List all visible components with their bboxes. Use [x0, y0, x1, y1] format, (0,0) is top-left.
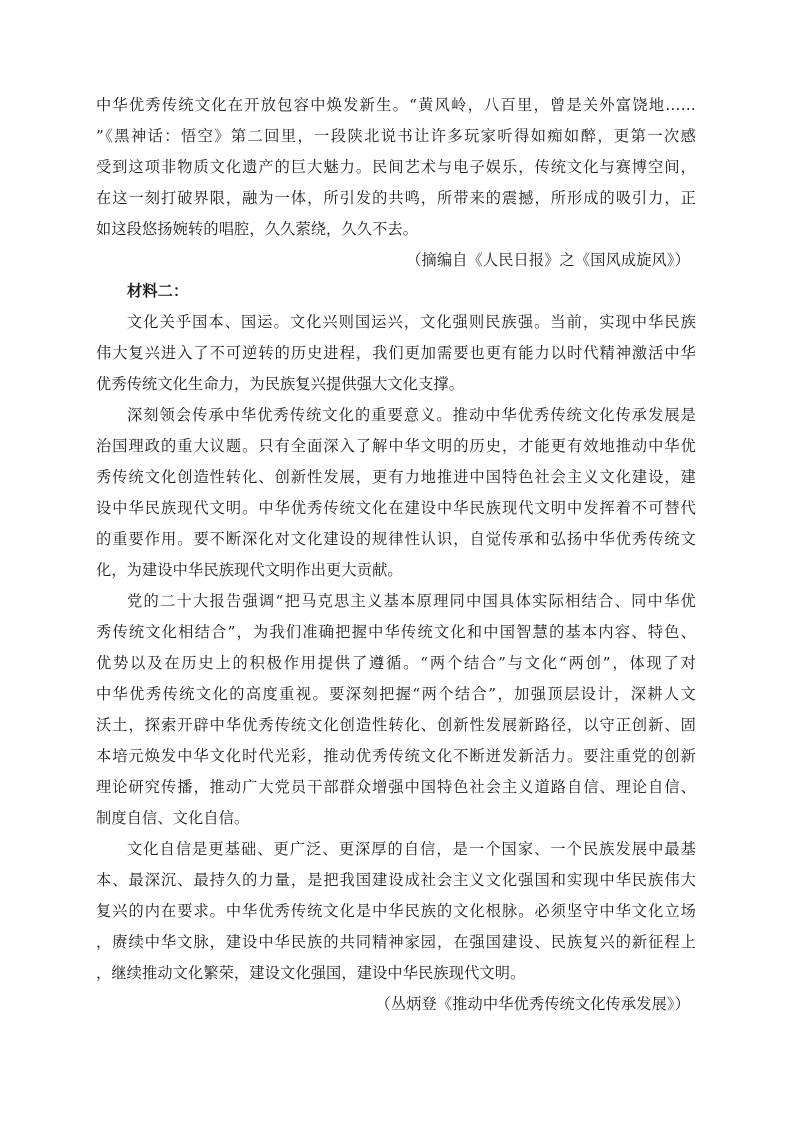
text-line: 伟大复兴进入了不可逆转的历史进程，我们更加需要也更有能力以时代精神激活中华 — [96, 344, 696, 362]
text-line: 文化关乎国本、国运。文化兴则国运兴，文化强则民族强。当前，实现中华民族 — [127, 313, 696, 331]
text-line: 文化自信是更基础、更广泛、更深厚的自信，是一个国家、一个民族发展中最基 — [127, 840, 696, 858]
text-line: 沃土，探索开辟中华优秀传统文化创造性转化、创新性发展新路径，以守正创新、固 — [96, 716, 696, 734]
text-line: 设中华民族现代文明。中华优秀传统文化在建设中华民族现代文明中发挥着不可替代 — [96, 499, 696, 517]
passage-1 — [96, 90, 696, 276]
text-line: 治国理政的重大议题。只有全面深入了解中华文明的历史，才能更有效地推动中华优 — [96, 437, 696, 455]
text-line: 在这一刻打破界限，融为一体，所引发的共鸣，所带来的震撼，所形成的吸引力，正 — [96, 189, 696, 207]
text-line: 党的二十大报告强调“把马克思主义基本原理同中国具体实际相结合、同中华优 — [127, 592, 696, 610]
source-citation: （丛炳登《推动中华优秀传统文化传承发展》） — [375, 995, 690, 1013]
document-page — [96, 90, 696, 1020]
paragraph-3 — [96, 586, 696, 834]
text-line: 制度自信、文化自信。 — [96, 809, 250, 827]
paragraph-1 — [96, 307, 696, 400]
section-heading: 材料二： — [127, 282, 189, 300]
text-line: 本培元焕发中华文化时代光彩，推动优秀传统文化不断迸发新活力。要注重党的创新 — [96, 747, 696, 765]
paragraph-2 — [96, 400, 696, 586]
text-line: 理论研究传播，推动广大党员干部群众增强中国特色社会主义道路自信、理论自信、 — [96, 778, 696, 796]
paragraph-4 — [96, 834, 696, 989]
text-line: 优秀传统文化生命力，为民族复兴提供强大文化支撑。 — [96, 375, 465, 393]
text-line: 秀传统文化创造性转化、创新性发展，更有力地推进中国特色社会主义文化建设，建 — [96, 468, 696, 486]
text-line: 深刻领会传承中华优秀传统文化的重要意义。推动中华优秀传统文化传承发展是 — [127, 406, 696, 424]
text-line: 化，为建设中华民族现代文明作出更大贡献。 — [96, 561, 403, 579]
text-line: 本、最深沉、最持久的力量，是把我国建设成社会主义文化强国和实现中华民族伟大 — [96, 871, 696, 889]
text-line: ，继续推动文化繁荣，建设文化强国，建设中华民族现代文明。 — [96, 964, 526, 982]
text-line: 受到这项非物质文化遗产的巨大魅力。民间艺术与电子娱乐，传统文化与赛博空间， — [96, 158, 696, 176]
text-line: 中华优秀传统文化在开放包容中焕发新生。“黄风岭，八百里，曾是关外富饶地…… — [96, 96, 696, 114]
text-line: 秀传统文化相结合”，为我们准确把握中华传统文化和中国智慧的基本内容、特色、 — [96, 623, 696, 641]
source-citation: （摘编自《人民日报》之《国风成旋风》） — [406, 251, 690, 269]
text-line: ”《黑神话：悟空》第二回里，一段陕北说书让许多玩家听得如痴如醉，更第一次感 — [96, 127, 696, 145]
text-line: 如这段悠扬婉转的唱腔，久久萦绕，久久不去。 — [96, 220, 419, 238]
text-line: 优势以及在历史上的积极作用提供了遵循。“两个结合”与文化“两创”，体现了对 — [96, 654, 696, 672]
text-line: ，赓续中华文脉，建设中华民族的共同精神家园，在强国建设、民族复兴的新征程上 — [96, 933, 696, 951]
text-line: 中华优秀传统文化的高度重视。要深刻把握“两个结合”，加强顶层设计，深耕人文 — [96, 685, 696, 703]
text-line: 的重要作用。要不断深化对文化建设的规律性认识，自觉传承和弘扬中华优秀传统文 — [96, 530, 696, 548]
text-line: 复兴的内在要求。中华优秀传统文化是中华民族的文化根脉。必须坚守中华文化立场 — [96, 902, 696, 920]
